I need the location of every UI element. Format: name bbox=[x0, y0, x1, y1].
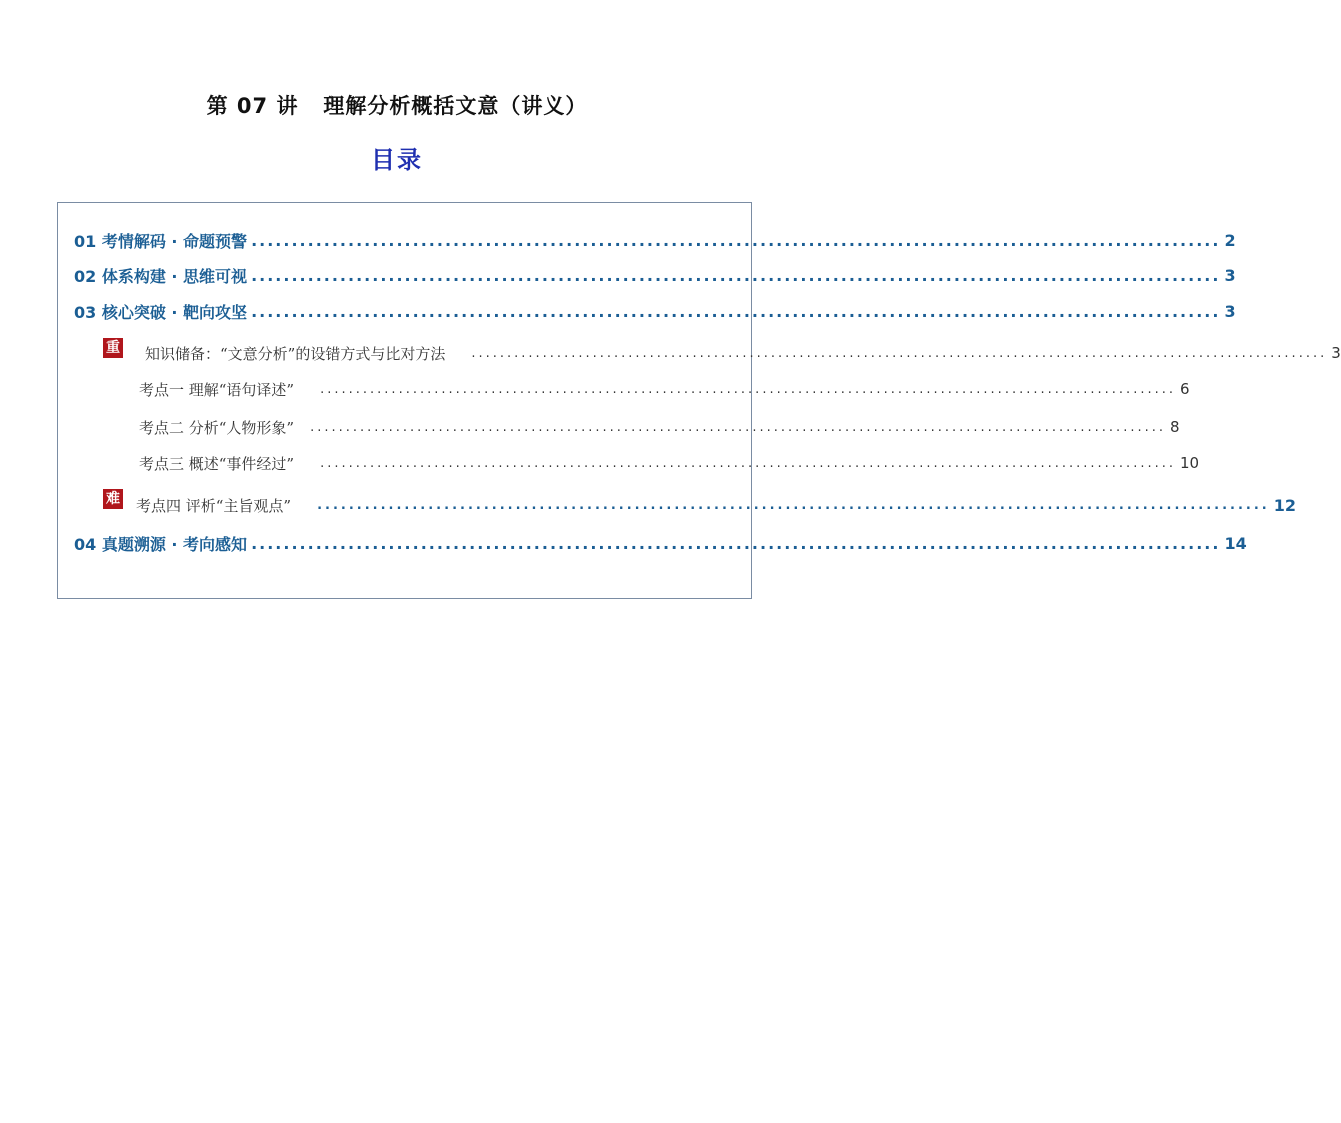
toc-item-label: 考点四 评析“主旨观点” bbox=[136, 496, 292, 515]
toc-subitem-kaodian-3[interactable] bbox=[139, 450, 1200, 476]
toc-leader-dots: ........................................................................................................................ bbox=[471, 345, 1328, 361]
toc-item-label: 考点三 概述“事件经过” bbox=[139, 454, 295, 473]
toc-item-label: 03 核心突破 · 靶向攻坚 bbox=[74, 302, 248, 322]
document-title: 第 07 讲 理解分析概括文意（讲义） bbox=[206, 94, 588, 118]
toc-leader-dots: ........................................................................................................................ bbox=[320, 381, 1176, 397]
toc-leader-dots: ........................................................................................................................ bbox=[317, 497, 1270, 513]
toc-subitem-kaodian-2[interactable] bbox=[139, 414, 1180, 440]
toc-item-page: 10 bbox=[1180, 454, 1200, 472]
toc-item-page: 14 bbox=[1224, 533, 1247, 553]
toc-item-label: 考点一 理解“语句译述” bbox=[139, 380, 295, 399]
toc-item-02[interactable] bbox=[74, 262, 1236, 288]
toc-item-04[interactable] bbox=[74, 530, 1247, 556]
toc-leader-dots: ........................................................................................................................ bbox=[320, 455, 1176, 471]
toc-item-label: 02 体系构建 · 思维可视 bbox=[74, 266, 248, 286]
toc-subitem-knowledge[interactable] bbox=[145, 340, 1341, 366]
toc-item-page: 8 bbox=[1170, 418, 1180, 436]
toc-item-page: 12 bbox=[1273, 495, 1296, 515]
toc-item-label: 01 考情解码 · 命题预警 bbox=[74, 231, 248, 251]
toc-heading: 目录 bbox=[371, 146, 423, 174]
toc-subitem-kaodian-1[interactable] bbox=[139, 376, 1190, 402]
toc-item-label: 知识储备：“文意分析”的设错方式与比对方法 bbox=[145, 344, 446, 363]
toc-subitem-kaodian-4[interactable] bbox=[136, 492, 1296, 518]
toc-leader-dots: ........................................................................................................................ bbox=[310, 419, 1166, 435]
toc-item-01[interactable] bbox=[74, 227, 1236, 253]
table-of-contents bbox=[57, 202, 1341, 599]
toc-leader-dots: ........................................................................................................................ bbox=[251, 301, 1221, 321]
key-point-tag: 重 bbox=[103, 338, 123, 358]
toc-item-label: 考点二 分析“人物形象” bbox=[139, 418, 295, 437]
toc-item-page: 3 bbox=[1331, 344, 1341, 362]
toc-item-page: 3 bbox=[1224, 265, 1236, 285]
toc-item-page: 2 bbox=[1224, 230, 1236, 250]
toc-leader-dots: ........................................................................................................................ bbox=[251, 230, 1221, 250]
toc-item-page: 6 bbox=[1180, 380, 1190, 398]
toc-leader-dots: ........................................................................................................................ bbox=[251, 533, 1221, 553]
toc-item-03[interactable] bbox=[74, 298, 1236, 324]
toc-leader-dots: ........................................................................................................................ bbox=[251, 265, 1221, 285]
toc-item-label: 04 真题溯源 · 考向感知 bbox=[74, 534, 248, 554]
toc-item-page: 3 bbox=[1224, 301, 1236, 321]
difficult-point-tag: 难 bbox=[103, 489, 123, 509]
